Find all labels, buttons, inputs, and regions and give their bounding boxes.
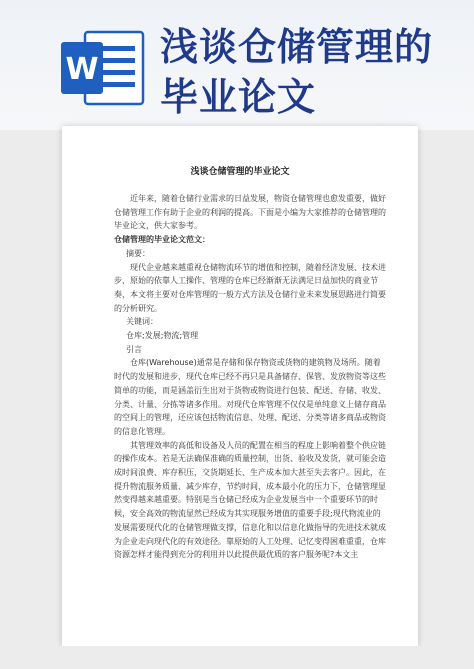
paragraph-keywords-label: 关键词： bbox=[126, 317, 158, 327]
document-title: 浅谈仓储管理的毕业论文 bbox=[190, 167, 290, 177]
paragraph-management: 其管理效率的高低和设备及人员的配置在相当的程度上影响着整个供应链的操作成本。若是无法确保准确的质量控制，出货、验收及发货，就可能会造成时间浪费、库存积压，交货期延长、生产成本加大甚至失去客户。因此，在提升物流服务质量、减少库存，节约时间，成本最小化的压力下，仓储管理显然变得越来越重要。特别是当仓储已经成为企业发展当中一个重要环节的时候，安全高效的物流显然已经成为其实现服务增值的重要手段;现代物流业的发展需要现代化的仓储管理做支撑，信息化和以信息化做指导的先进技术就成为企业走向现代化的有效途径。靠原始的人工处理、记忆变得困难重重，仓库资源怎样才能得到充分的利用并以此提供最优质的客户服务呢?本文主 bbox=[114, 440, 386, 560]
word-document-icon bbox=[59, 28, 147, 108]
paragraph-intro: 近年来，随着仓储行业需求的日益发展，物资仓储管理也愈发重要，做好仓储管理工作有助于企业的利润的提高。下面是小编为大家推荐的仓储管理的毕业论文，供大家参考。 bbox=[114, 194, 386, 231]
paragraph-abstract: 现代企业越来越重视仓储物流环节的增值和控制，随着经济发展、技术进步，原始的依靠人工操作、管理的仓库已经渐渐无法满足日益加快的商业节奏，本文将主要对仓库管理的一般方式方法及仓储行业未来发展思路进行简要的分析研究。 bbox=[114, 262, 386, 313]
banner-title: 浅谈仓储管理的毕业论文 bbox=[160, 25, 434, 119]
paragraph-keywords: 仓库;发展;物流;管理 bbox=[126, 331, 199, 341]
document-body bbox=[114, 192, 386, 562]
paragraph-abstract-label: 摘要： bbox=[126, 248, 150, 258]
paragraph-intro-label: 引言 bbox=[126, 344, 142, 354]
footer-strip bbox=[0, 646, 474, 669]
document-page bbox=[62, 126, 418, 646]
word-icon-letter: W bbox=[65, 52, 99, 87]
paragraph-warehouse: 仓库(Warehouse)通常是存储和保存物资或货物的建筑物及场所。随着时代的发展和进步，现代仓库已经不再只是具备储存、保管、发放物资等这些简单的功能，而是涵盖衍生出对于货物或物资进行包装、配送、存储、收发、分类、计量、分拣等诸多作用。对现代仓库管理不仅仅是单纯意义上储存商品的空间上的管理，还应该包括物流信息、处理、配送、分类等诸多商品或物资的信息化管理。 bbox=[114, 358, 386, 436]
banner bbox=[0, 0, 474, 130]
paragraph-heading: 仓储管理的毕业论文范文： bbox=[114, 235, 210, 245]
